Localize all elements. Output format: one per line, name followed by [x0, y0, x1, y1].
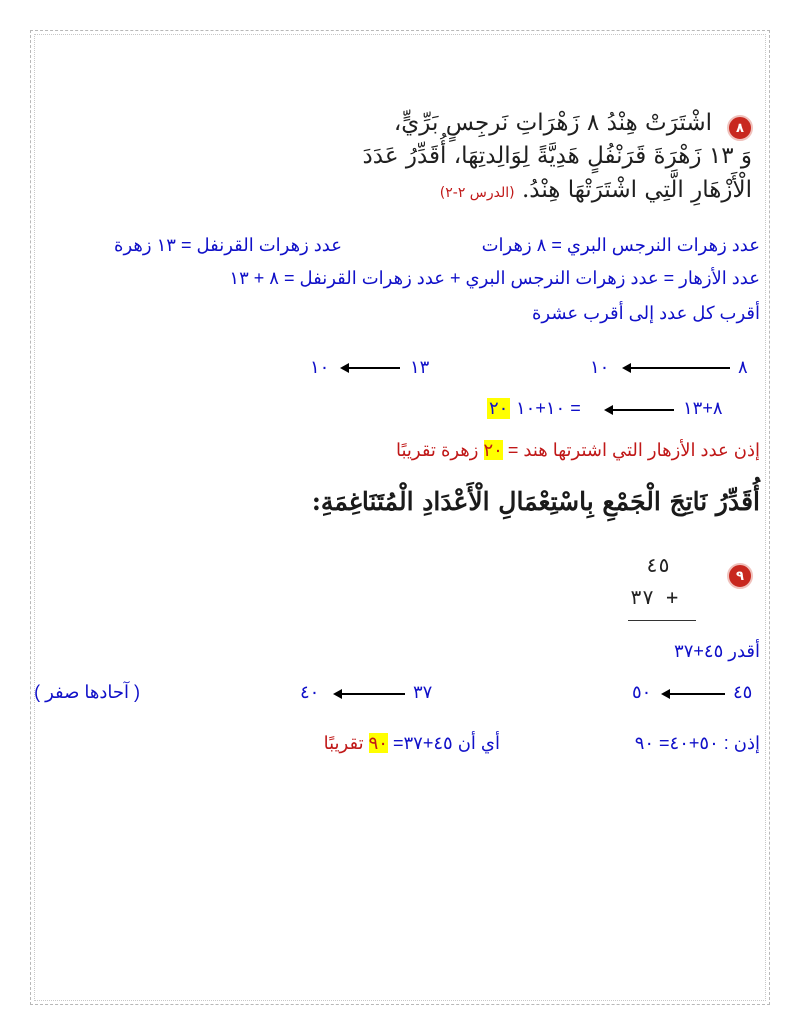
- section-heading: أُقَدِّرُ نَاتِجَ الْجَمْعِ بِاسْتِعْمَالِ الْأَعْدَادِ الْمُتَنَاغِمَةِ:: [311, 487, 760, 516]
- rounding-instruction: أقرب كل عدد إلى أقرب عشرة: [531, 303, 760, 323]
- arrow-icon: [340, 362, 400, 374]
- meaning-value: ٩٠: [368, 733, 388, 753]
- question-9-badge: ٩: [727, 563, 753, 589]
- q9-bottom-number: ٣٧: [630, 585, 655, 609]
- round-13-from: ١٣: [410, 357, 430, 377]
- total-equation: عدد الأزهار = عدد زهرات النرجس البري + عدد زهرات القرنفل = ٨ + ١٣: [229, 268, 760, 288]
- lesson-reference: (الدرس ٢-٢): [439, 185, 515, 201]
- round-37-from: ٣٧: [413, 682, 433, 702]
- q9-top-number: ٤٥: [646, 553, 671, 577]
- arrow-icon: [604, 404, 674, 416]
- round-45-from: ٤٥: [733, 682, 753, 702]
- arrow-icon: [622, 362, 730, 374]
- sum-rounded: ١٠+١٠ =: [516, 398, 581, 418]
- conclusion-text-b: زهرة تقريبًا: [395, 440, 479, 460]
- q8-conclusion: [396, 440, 760, 461]
- q9-estimate-label: أقدر ٤٥+٣٧: [674, 641, 760, 661]
- sum-result: ٢٠: [489, 398, 509, 418]
- meaning-text-a: أي أن ٤٥+٣٧=: [392, 733, 500, 753]
- sum-line: [628, 620, 696, 621]
- q9-conclusion: [324, 733, 500, 754]
- q8-line-1: اشْتَرَتْ هِنْدُ ٨ زَهْرَاتِ نَرجِسٍ بَرِّيٍّ،: [393, 110, 712, 136]
- q8-line-2: وَ ١٣ زَهْرَةَ قَرَنْفُلٍ هَدِيَّةً لِوَالِدتِهَا، أُقَدِّرُ عَدَدَ: [362, 143, 752, 169]
- arrow-icon: [333, 688, 405, 700]
- round-13-to: ١٠: [310, 357, 330, 377]
- ones-zero-note: ( آحادها صفر ): [34, 682, 140, 702]
- plus-sign: +: [666, 585, 679, 609]
- round-8-from: ٨: [738, 357, 748, 377]
- narcissus-count: عدد زهرات النرجس البري = ٨ زهرات: [481, 235, 760, 255]
- question-8-badge: ٨: [727, 115, 753, 141]
- q8-line-3-text: الْأَزْهَارِ الَّتِي اشْتَرَتْهَا هِنْدُ.: [521, 177, 752, 203]
- meaning-text-b: تقريبًا: [323, 733, 364, 753]
- round-45-to: ٥٠: [632, 682, 652, 702]
- sum-original: ٨+١٣: [683, 398, 723, 418]
- arrow-icon: [661, 688, 725, 700]
- q9-bottom-row: [630, 585, 678, 609]
- round-37-to: ٤٠: [300, 682, 320, 702]
- q9-sum-line: إذن : ٥٠+٤٠= ٩٠: [634, 733, 760, 753]
- carnation-count: عدد زهرات القرنفل = ١٣ زهرة: [114, 235, 342, 255]
- round-8-to: ١٠: [590, 357, 610, 377]
- conclusion-value: ٢٠: [483, 440, 503, 460]
- conclusion-text-a: إذن عدد الأزهار التي اشترتها هند =: [507, 440, 760, 460]
- q8-line-3: [440, 177, 752, 203]
